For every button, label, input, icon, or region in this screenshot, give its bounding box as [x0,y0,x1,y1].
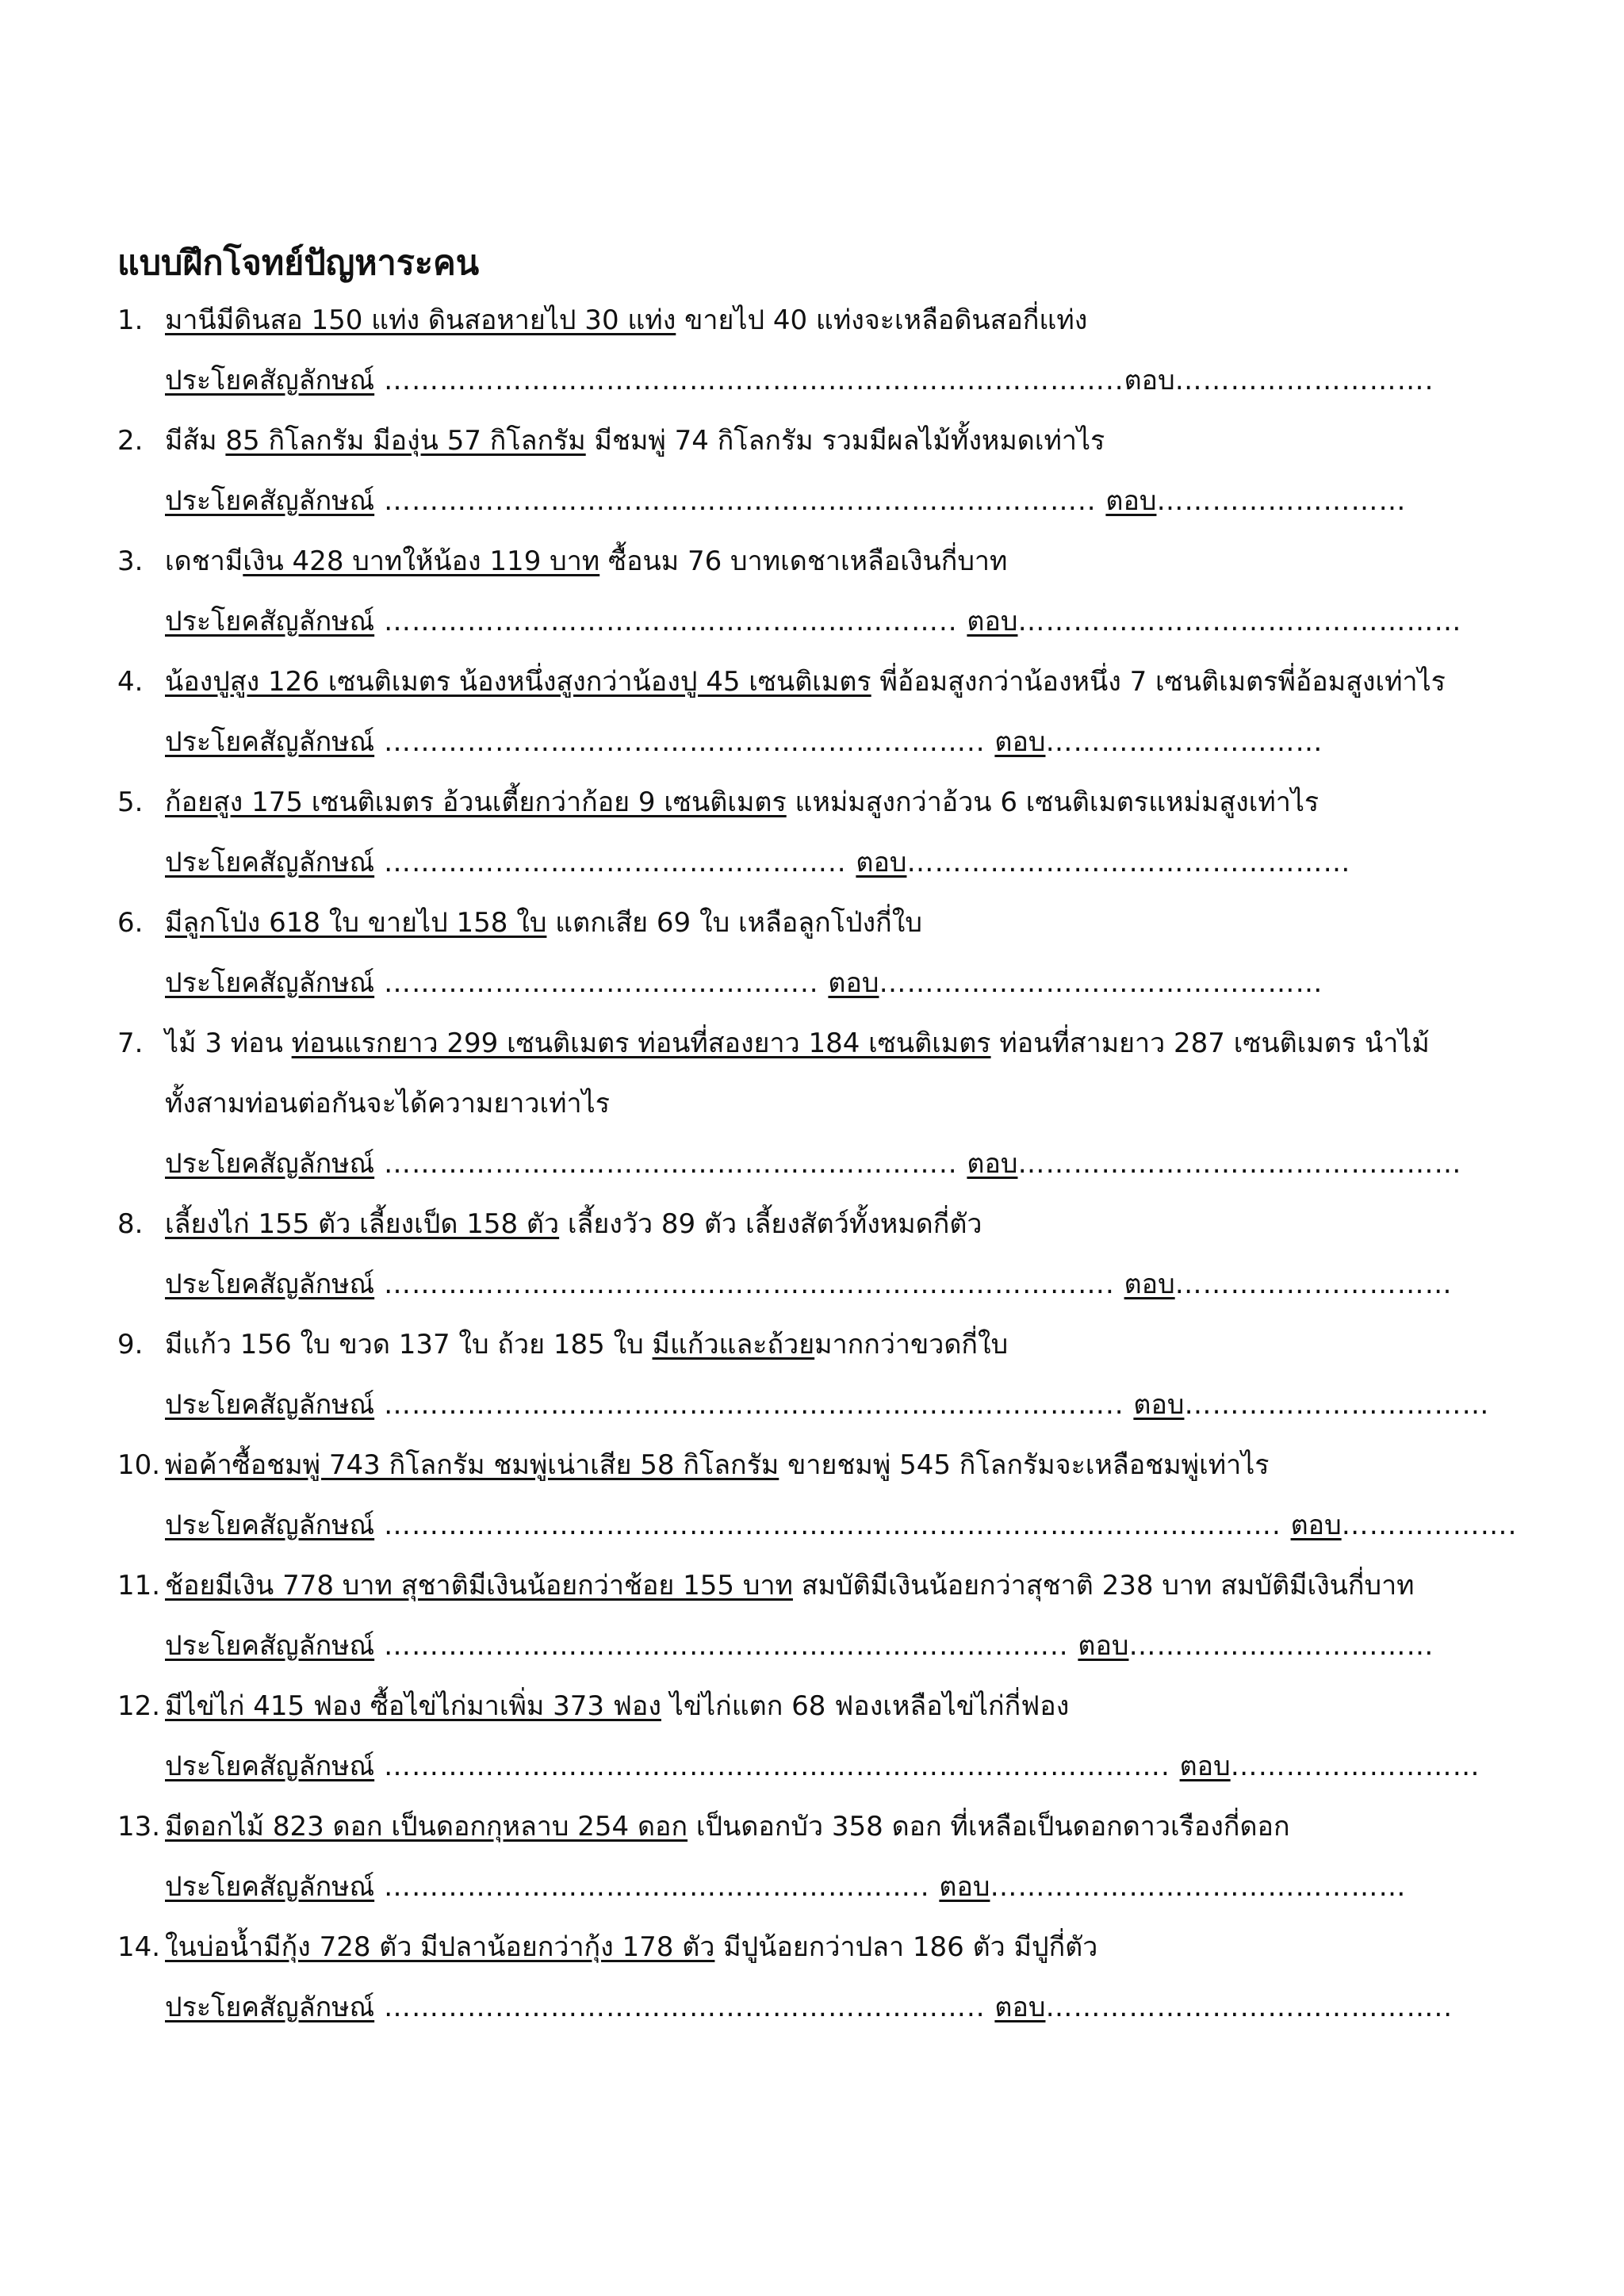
question-underlined-text: เลี้ยงไก่ 155 ตัว เลี้ยงเป็ด 158 ตัว [165,1208,560,1240]
question-3 [117,539,1007,584]
answer-line-3 [165,599,1461,644]
answer-word: ตอบ [967,1148,1018,1180]
question-underlined-text: ช้อยมีเงิน 778 บาท สุชาติมีเงินน้อยกว่าช้อย 155 บาท [165,1570,793,1601]
answer-blank[interactable]: ……………………………………………………………………. [374,1269,1124,1300]
question-text: ขายไป 40 แท่งจะเหลือดินสอกี่แท่ง [676,304,1088,336]
question-text: แหม่มสูงกว่าอ้วน 6 เซนติเมตรแหม่มสูงเท่าไร [786,786,1320,818]
answer-label: ประโยคสัญลักษณ์ [165,1510,375,1541]
question-text: ไม้ 3 ท่อน [165,1027,292,1059]
answer-line-5 [165,840,1350,885]
question-underlined-text: 85 กิโลกรัม มีองุ่น 57 กิโลกรัม [225,425,586,457]
question-9 [117,1322,1008,1367]
question-number: 13. [117,1811,161,1843]
answer-result-blank[interactable]: ………………………………………… [879,967,1323,999]
answer-word: ตอบ [967,606,1018,637]
question-12 [117,1684,1069,1728]
answer-result-blank[interactable]: ………………………… [1174,1269,1453,1300]
answer-blank[interactable]: ……………………………………………………………….. [374,1630,1078,1662]
answer-blank[interactable]: ……………………………………………………………………………………. [374,1510,1291,1541]
answer-blank[interactable]: …………………………………………………………………………. [374,1751,1180,1782]
question-number: 9. [117,1329,144,1360]
question-number: 6. [117,907,144,939]
question-text: มีชมพู่ 74 กิโลกรัม รวมมีผลไม้ทั้งหมดเท่าไร [585,425,1105,457]
question-number: 3. [117,545,144,577]
answer-result-blank[interactable]: …………………………… [1184,1389,1490,1421]
answer-line-9 [165,1383,1489,1427]
answer-line-7 [165,1142,1461,1186]
answer-line-11 [165,1624,1434,1668]
question-underlined-text: น้องปูสูง 126 เซนติเมตร น้องหนึ่งสูงกว่าน้องปู 45 เซนติเมตร [165,666,871,698]
answer-blank[interactable]: ………………………………………………….. [374,1871,940,1903]
question-10 [117,1443,1270,1487]
answer-word: ตอบ [994,726,1046,758]
question-underlined-text: มีลูกโป่ง 618 ใบ ขายไป 158 ใบ [165,907,547,939]
answer-label: ประโยคสัญลักษณ์ [165,1871,375,1903]
answer-label: ประโยคสัญลักษณ์ [165,1389,375,1421]
answer-label: ประโยคสัญลักษณ์ [165,726,375,758]
answer-word: ตอบ [994,1992,1046,2023]
answer-line-10 [165,1503,1517,1548]
question-text: มีปูน้อยกว่าปลา 186 ตัว มีปูกี่ตัว [714,1931,1098,1963]
answer-word: ตอบ [1105,485,1157,517]
question-text: มากกว่าขวดกี่ใบ [814,1329,1009,1360]
question-text: เลี้ยงวัว 89 ตัว เลี้ยงสัตว์ทั้งหมดกี่ตัว [559,1208,982,1240]
answer-blank[interactable]: …………………………………………………………………….. [374,1389,1134,1421]
question-number: 2. [117,425,144,457]
answer-blank[interactable]: …………………………………………………….. [374,1148,967,1180]
answer-word: ตอบ [1124,365,1175,396]
question-number: 14. [117,1931,161,1963]
question-continuation: ทั้งสามท่อนต่อกันจะได้ความยาวเท่าไร [165,1088,610,1119]
question-underlined-text: ในบ่อน้ำมีกุ้ง 728 ตัว มีปลาน้อยกว่ากุ้ง 178 ตัว [165,1931,715,1963]
answer-blank[interactable]: …………………………………………………………………….. [374,365,1124,396]
answer-line-1 [165,358,1434,403]
answer-word: ตอบ [939,1871,990,1903]
answer-result-blank[interactable]: ………………. [1341,1510,1518,1541]
answer-blank[interactable]: ……………………………………………………….. [374,1992,995,2023]
question-number: 12. [117,1690,161,1722]
answer-line-14 [165,1985,1453,2030]
answer-word: ตอบ [856,847,907,878]
answer-label: ประโยคสัญลักษณ์ [165,1148,375,1180]
worksheet-title: แบบฝึกโจทย์ปัญหาระคน [117,243,480,283]
question-text: ขายชมพู่ 545 กิโลกรัมจะเหลือชมพู่เท่าไร [779,1449,1270,1481]
answer-label: ประโยคสัญลักษณ์ [165,967,375,999]
question-14 [117,1925,1097,1969]
answer-label: ประโยคสัญลักษณ์ [165,606,375,637]
answer-label: ประโยคสัญลักษณ์ [165,485,375,517]
question-number: 5. [117,786,144,818]
answer-word: ตอบ [1078,1630,1129,1662]
answer-result-blank[interactable]: ………………………. [1174,365,1434,396]
answer-word: ตอบ [1290,1510,1342,1541]
answer-word: ตอบ [828,967,879,999]
question-2 [117,419,1105,463]
question-number: 10. [117,1449,161,1481]
question-8 [117,1202,982,1246]
question-5 [117,780,1319,825]
question-text: ซื้อนม 76 บาทเดชาเหลือเงินกี่บาท [599,545,1008,577]
question-number: 11. [117,1570,161,1601]
answer-word: ตอบ [1179,1751,1231,1782]
answer-blank[interactable]: ……………………………………….. [374,967,829,999]
question-text: เป็นดอกบัว 358 ดอก ที่เหลือเป็นดอกดาวเรืองกี่ดอก [688,1811,1290,1843]
answer-blank[interactable]: ………………………………………….. [374,847,856,878]
question-number: 4. [117,666,144,698]
question-text: มีส้ม [165,425,226,457]
answer-result-blank[interactable]: …………………………………….. [1045,1992,1454,2023]
answer-result-blank[interactable]: ………………………………………… [1017,1148,1462,1180]
answer-label: ประโยคสัญลักษณ์ [165,1992,375,2023]
answer-line-4 [165,720,1323,764]
question-number: 8. [117,1208,144,1240]
question-underlined-text: เงิน 428 บาทให้น้อง 119 บาท [243,545,600,577]
answer-label: ประโยคสัญลักษณ์ [165,847,375,878]
answer-line-2 [165,479,1406,523]
question-6 [117,901,922,945]
question-4 [117,660,1446,704]
question-text: พี่อ้อมสูงกว่าน้องหนึ่ง 7 เซนติเมตรพี่อ้อมสูงเท่าไร [871,666,1446,698]
question-underlined-text: มานีมีดินสอ 150 แท่ง ดินสอหายไป 30 แท่ง [165,304,676,336]
answer-line-6 [165,961,1323,1005]
answer-label: ประโยคสัญลักษณ์ [165,1630,375,1662]
answer-label: ประโยคสัญลักษณ์ [165,365,375,396]
answer-result-blank[interactable]: ……………………… [1156,485,1407,517]
answer-label: ประโยคสัญลักษณ์ [165,1751,375,1782]
answer-blank[interactable]: …………………………………………………….. [374,606,967,637]
answer-result-blank[interactable]: …………………………… [1128,1630,1434,1662]
question-text: ท่อนที่สามยาว 287 เซนติเมตร นำไม้ [990,1027,1430,1059]
question-underlined-text: มีดอกไม้ 823 ดอก เป็นดอกกุหลาบ 254 ดอก [165,1811,688,1843]
answer-result-blank[interactable]: ……………………………………… [990,1871,1407,1903]
question-text: แตกเสีย 69 ใบ เหลือลูกโป่งกี่ใบ [546,907,922,939]
answer-label: ประโยคสัญลักษณ์ [165,1269,375,1300]
answer-result-blank[interactable]: ………………………… [1045,726,1323,758]
question-text: ไข่ไก่แตก 68 ฟองเหลือไข่ไก่กี่ฟอง [661,1690,1070,1722]
answer-result-blank[interactable]: ………………………………………… [1017,606,1462,637]
answer-word: ตอบ [1124,1269,1175,1300]
question-underlined-text: มีไข่ไก่ 415 ฟอง ซื้อไข่ไก่มาเพิ่ม 373 ฟอง [165,1690,661,1722]
answer-blank[interactable]: ……………………………………………………….. [374,726,995,758]
question-text: เดชามี [165,545,243,577]
question-text: สมบัติมีเงินน้อยกว่าสุชาติ 238 บาท สมบัติมีเงินกี่บาท [792,1570,1415,1601]
question-underlined-text: พ่อค้าซื้อชมพู่ 743 กิโลกรัม ชมพู่เน่าเสีย 58 กิโลกรัม [165,1449,779,1481]
question-underlined-text: มีแก้วและถ้วย [652,1329,815,1360]
question-number: 1. [117,304,144,336]
answer-line-13 [165,1865,1406,1909]
question-number: 7. [117,1027,144,1059]
answer-result-blank[interactable]: ……………………… [1230,1751,1480,1782]
answer-result-blank[interactable]: ………………………………………… [906,847,1351,878]
answer-line-8 [165,1262,1453,1307]
answer-blank[interactable]: ………………………………………………………………….. [374,485,1106,517]
answer-line-12 [165,1744,1480,1789]
question-13 [117,1804,1290,1849]
question-7 [117,1021,1430,1066]
answer-word: ตอบ [1133,1389,1185,1421]
question-11 [117,1563,1415,1608]
question-underlined-text: ท่อนแรกยาว 299 เซนติเมตร ท่อนที่สองยาว 184 เซนติเมตร [291,1027,991,1059]
question-underlined-text: ก้อยสูง 175 เซนติเมตร อ้วนเตี้ยกว่าก้อย 9 เซนติเมตร [165,786,787,818]
question-text: มีแก้ว 156 ใบ ขวด 137 ใบ ถ้วย 185 ใบ [165,1329,653,1360]
question-1 [117,298,1087,342]
